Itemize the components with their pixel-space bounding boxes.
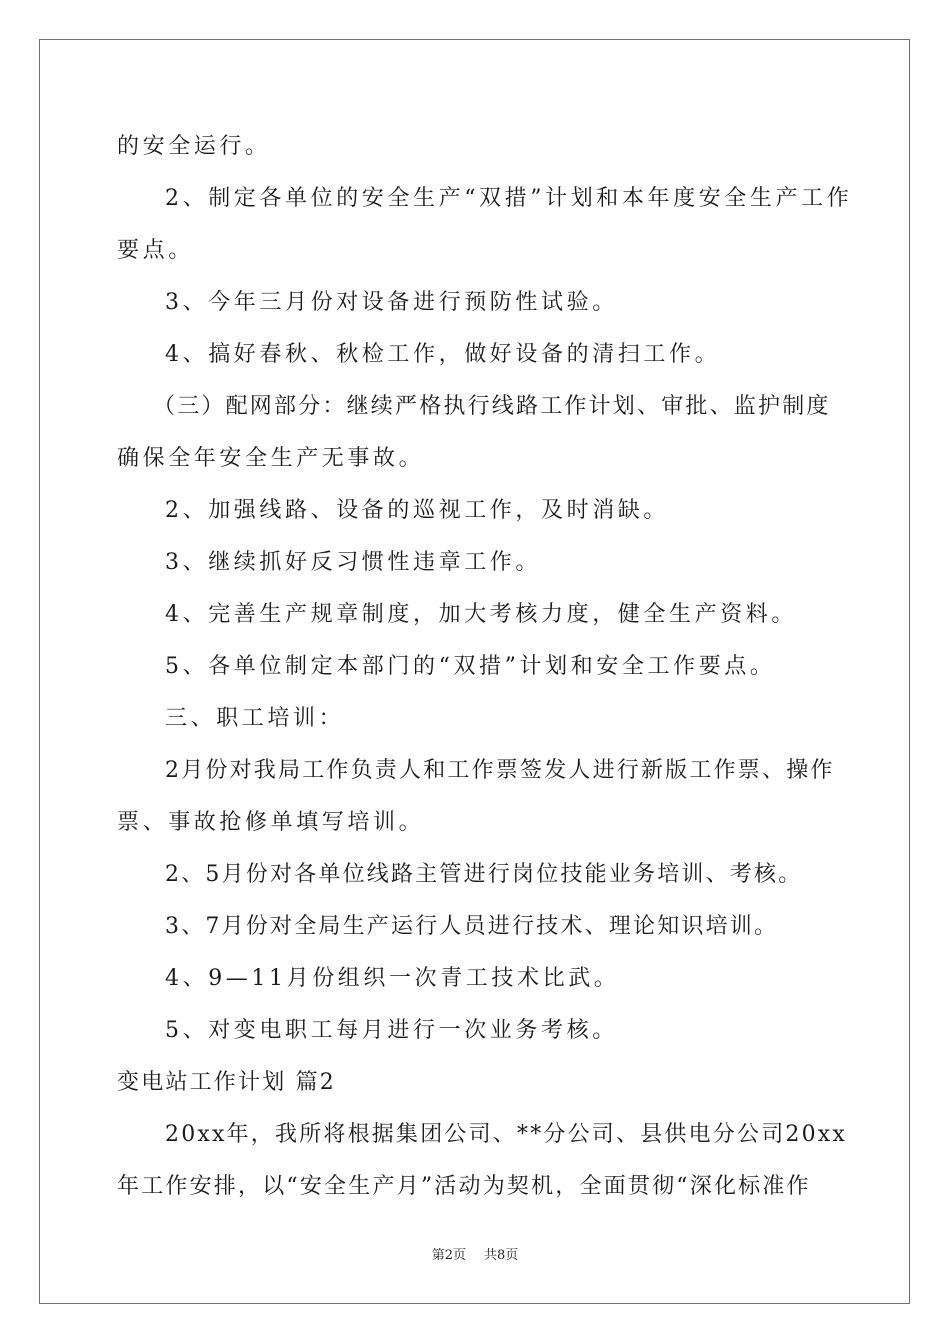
paragraph-line: 3、今年三月份对设备进行预防性试验。: [165, 290, 618, 315]
paragraph-line: 5、各单位制定本部门的“双措”计划和安全工作要点。: [165, 654, 776, 679]
paragraph-line: 的安全运行。: [117, 134, 271, 159]
page-total: 共8页: [484, 1248, 519, 1263]
page-footer: [0, 1244, 950, 1263]
paragraph-line: 3、7月份对全局生产运行人员进行技术、理论知识培训。: [165, 914, 779, 939]
paragraph-line: 票、事故抢修单填写培训。: [117, 810, 425, 835]
paragraph-line: 要点。: [117, 238, 194, 263]
paragraph-line: 4、完善生产规章制度，加大考核力度，健全生产资料。: [165, 602, 797, 627]
paragraph-line: 2、加强线路、设备的巡视工作，及时消缺。: [165, 498, 669, 523]
document-body: [117, 121, 853, 1213]
paragraph-line: 2、制定各单位的安全生产“双措”计划和本年度安全生产工作: [165, 186, 853, 211]
paragraph-line: 3、继续抓好反习惯性违章工作。: [165, 550, 541, 575]
paragraph-line: 2、5月份对各单位线路主管进行岗位技能业务培训、考核。: [165, 862, 803, 887]
section-heading: 三、职工培训：: [165, 706, 345, 731]
paragraph-line: 20xx年，我所将根据集团公司、**分公司、县供电分公司20xx: [165, 1122, 848, 1147]
paragraph-line: 4、搞好春秋、秋检工作，做好设备的清扫工作。: [165, 342, 721, 367]
paragraph-line: 确保全年安全生产无事故。: [117, 446, 425, 471]
paragraph-line: 4、9—11月份组织一次青工技术比武。: [165, 966, 620, 991]
paragraph-line: 2月份对我局工作负责人和工作票签发人进行新版工作票、操作: [165, 758, 835, 783]
paragraph-line: 5、对变电职工每月进行一次业务考核。: [165, 1018, 618, 1043]
section-title: 变电站工作计划 篇2: [117, 1070, 336, 1095]
section-heading: （三）配网部分：继续严格执行线路工作计划、审批、监护制度: [153, 394, 831, 419]
paragraph-line: 年工作安排，以“安全生产月”活动为契机，全面贯彻“深化标准作: [117, 1174, 811, 1199]
page-number: 第2页: [431, 1248, 466, 1263]
